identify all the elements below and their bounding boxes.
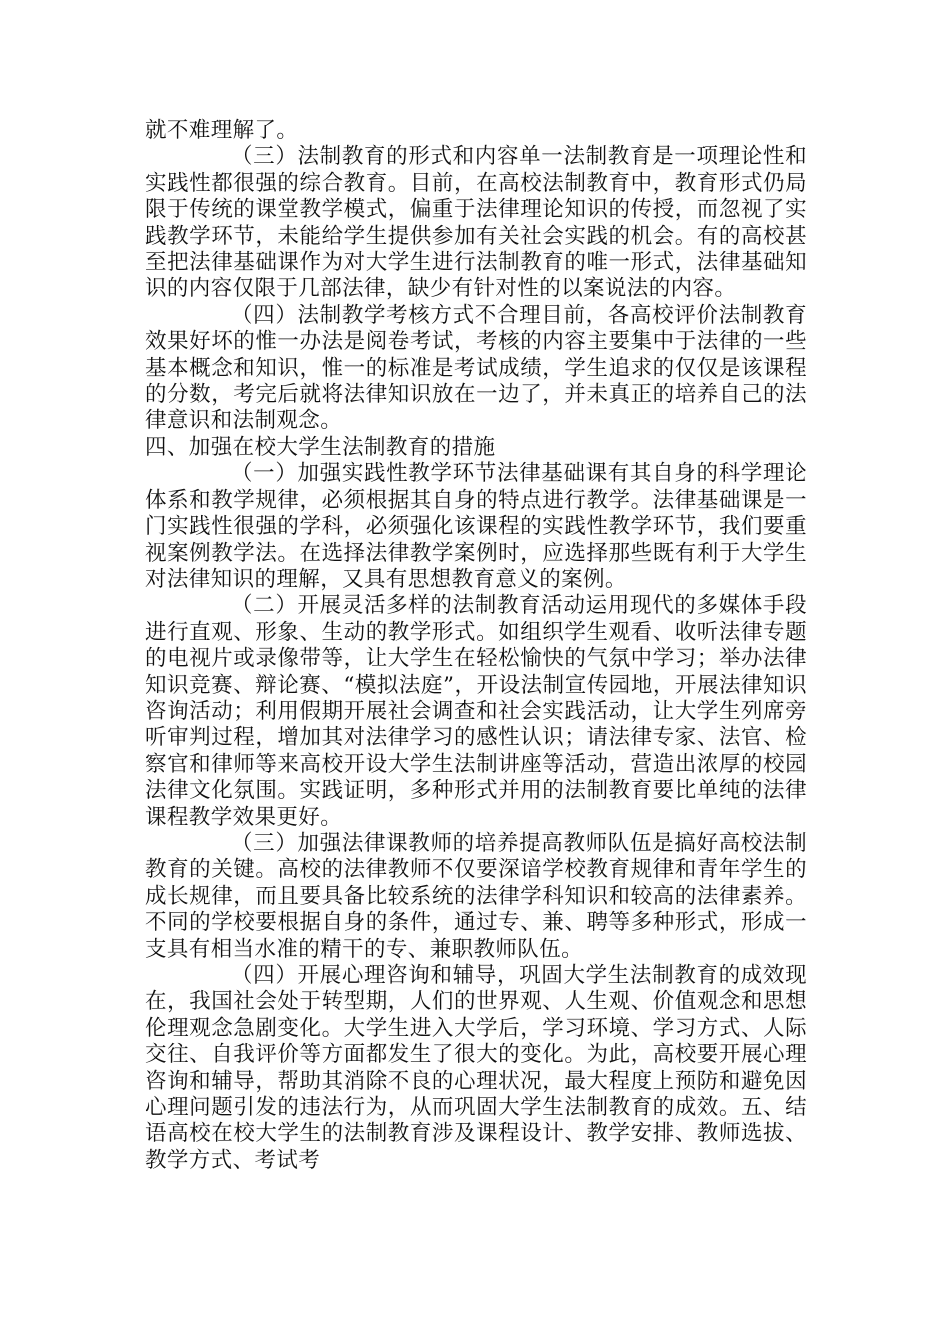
paragraph-form-content: （三）法制教育的形式和内容单一法制教育是一项理论性和实践性都很强的综合教育。目前，在高校法制教育中，教育形式仍局限于传统的课堂教学模式，偏重于法律理论知识的传授，而忽视了实践教学环节，未能给学生提供参加有关社会实践的机会。有的高校甚至把法律基础课作为对大学生进行法制教育的唯一形式，法律基础知识的内容仅限于几部法律，缺少有针对性的以案说法的内容。 <box>145 144 807 302</box>
section-heading-measures: 四、加强在校大学生法制教育的措施 <box>145 434 496 460</box>
paragraph-teachers: （三）加强法律课教师的培养提高教师队伍是搞好高校法制教育的关键。高校的法律教师不仅要深谙学校教育规律和青年学生的成长规律，而且要具备比较系统的法律学科知识和较高的法律素养。不同的学校要根据自身的条件，通过专、兼、聘等多种形式，形成一支具有相当水准的精干的专、兼职教师队伍。 <box>145 830 807 962</box>
paragraph-counseling: （四）开展心理咨询和辅导，巩固大学生法制教育的成效现在，我国社会处于转型期，人们的世界观、人生观、价值观念和思想伦理观念急剧变化。大学生进入大学后，学习环境、学习方式、人际交往、自我评价等方面都发生了很大的变化。为此，高校要开展心理咨询和辅导，帮助其消除不良的心理状况，最大程度上预防和避免因心理问题引发的违法行为，从而巩固大学生法制教育的成效。五、结语高校在校大学生的法制教育涉及课程设计、教学安排、教师选拔、教学方式、考试考 <box>145 963 807 1173</box>
document-body <box>145 118 807 1174</box>
paragraph-continuation: 就不难理解了。 <box>145 118 299 143</box>
paragraph-assessment: （四）法制教学考核方式不合理目前，各高校评价法制教育效果好坏的惟一办法是阅卷考试，考核的内容主要集中于法律的一些基本概念和知识，惟一的标准是考试成绩，学生追求的仅仅是该课程的分数，考完后就将法律知识放在一边了，并未真正的培养自己的法律意识和法制观念。 <box>145 302 807 434</box>
paragraph-activities: （二）开展灵活多样的法制教育活动运用现代的多媒体手段进行直观、形象、生动的教学形式。如组织学生观看、收听法律专题的电视片或录像带等，让大学生在轻松愉快的气氛中学习；举办法律知识竞赛、辩论赛、“模拟法庭”，开设法制宣传园地，开展法律知识咨询活动；利用假期开展社会调查和社会实践活动，让大学生列席旁听审判过程，增加其对法律学习的感性认识；请法律专家、法官、检察官和律师等来高校开设大学生法制讲座等活动，营造出浓厚的校园法律文化氛围。实践证明，多种形式并用的法制教育要比单纯的法律课程教学效果更好。 <box>145 593 807 830</box>
paragraph-practice: （一）加强实践性教学环节法律基础课有其自身的科学理论体系和教学规律，必须根据其自身的特点进行教学。法律基础课是一门实践性很强的学科，必须强化该课程的实践性教学环节，我们要重视案例教学法。在选择法律教学案例时，应选择那些既有利于大学生对法律知识的理解，又具有思想教育意义的案例。 <box>145 461 807 592</box>
